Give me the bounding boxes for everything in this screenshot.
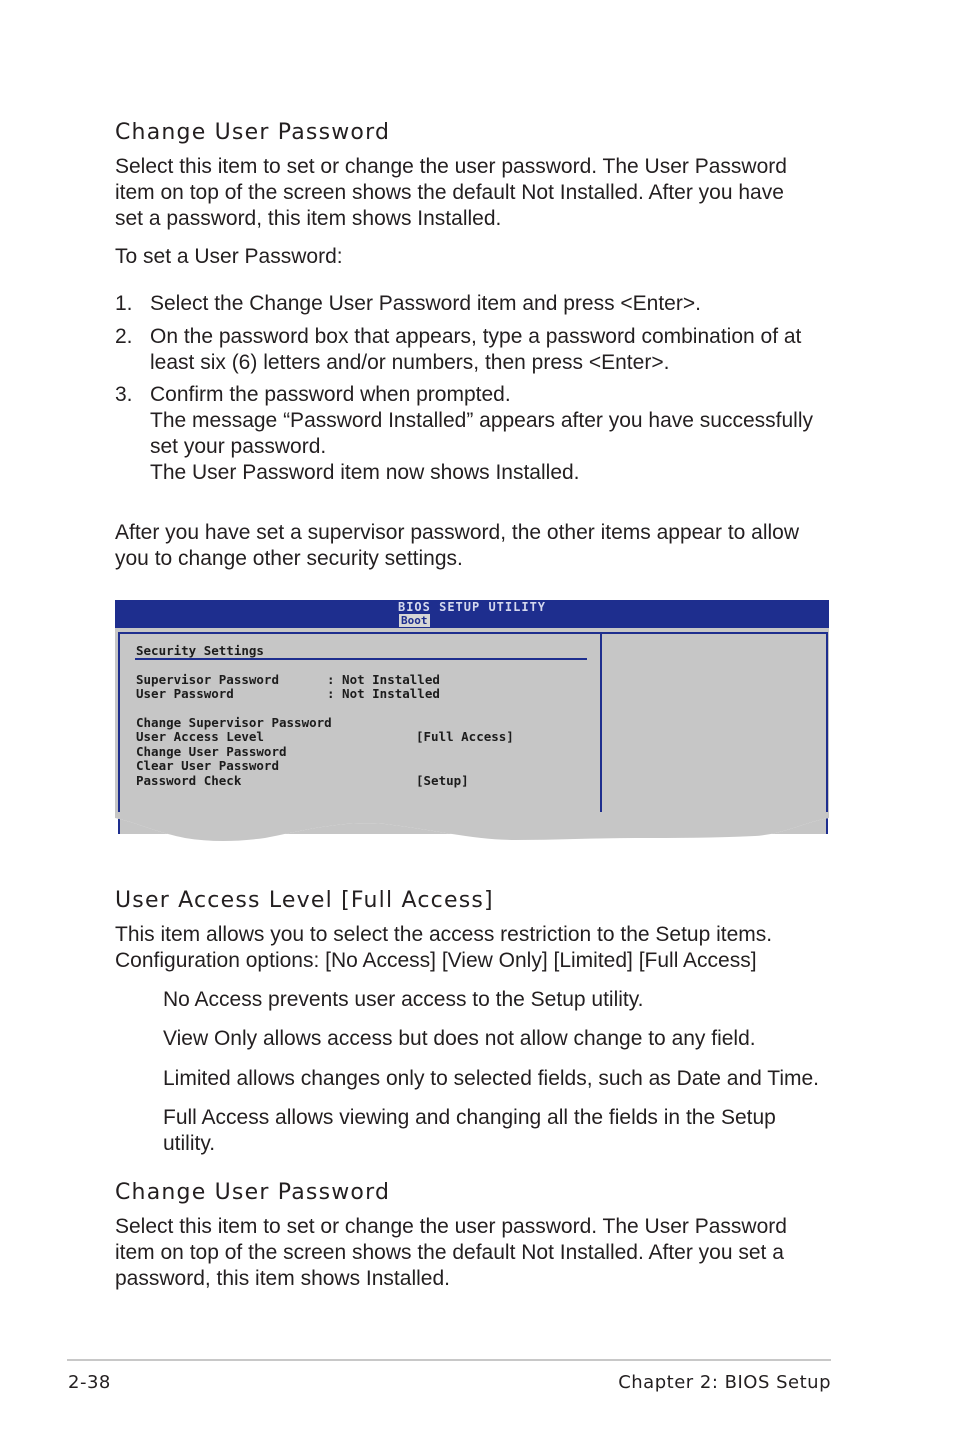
section3-description: Select this item to set or change the user password. The User Password item on top of the screen shows the default Not Installed. After you set a password, this item shows Installed. xyxy=(115,1215,787,1290)
step-text: Select the Change User Password item and press <Enter>. xyxy=(150,292,701,315)
bios-row-value: : Not Installed xyxy=(327,672,440,687)
bios-option-clear-user-password[interactable]: Clear User Password xyxy=(136,758,279,773)
option-description: Full Access allows viewing and changing all the fields in the Setup utility. xyxy=(163,1106,776,1155)
page-number: 2-38 xyxy=(68,1372,111,1393)
bios-screenshot xyxy=(115,600,829,844)
chapter-title: Chapter 2: BIOS Setup xyxy=(618,1372,831,1393)
bios-option-change-user-password[interactable]: Change User Password xyxy=(136,744,287,759)
section1-description: Select this item to set or change the user password. The User Password item on top of the screen shows the default Not Installed. After you have set a password, this item shows Installed. xyxy=(115,155,787,230)
bios-tab-boot[interactable]: Boot xyxy=(401,614,428,627)
step-text: On the password box that appears, type a password combination of at least six (6) letters and/or numbers, then press <Enter>. xyxy=(150,325,802,374)
step-number: 1. xyxy=(115,292,133,315)
section-heading-user-access-level: User Access Level [Full Access] xyxy=(115,888,494,913)
section2-description: This item allows you to select the access restriction to the Setup items. Configuration options: [No Access] [View Only] [Limited] [Full Access] xyxy=(115,923,773,972)
step-number: 3. xyxy=(115,383,133,406)
option-description: Limited allows changes only to selected fields, such as Date and Time. xyxy=(163,1067,820,1090)
bios-option-user-access-level[interactable]: User Access Level xyxy=(136,729,264,744)
bios-row-value: : Not Installed xyxy=(327,686,440,701)
bios-option-change-supervisor-password[interactable]: Change Supervisor Password xyxy=(136,715,332,730)
option-description: No Access prevents user access to the Setup utility. xyxy=(163,988,644,1011)
bios-title: BIOS SETUP UTILITY xyxy=(397,600,547,614)
bios-option-value: [Full Access] xyxy=(416,729,514,744)
bios-panel-title: Security Settings xyxy=(136,643,264,658)
supervisor-note: After you have set a supervisor password, the other items appear to allow you to change other security settings. xyxy=(115,521,800,570)
bios-row-label: Supervisor Password xyxy=(136,672,279,687)
torn-edge xyxy=(115,812,829,844)
option-description: View Only allows access but does not allow change to any field. xyxy=(163,1027,756,1050)
bios-divider xyxy=(135,658,587,660)
step-text: Confirm the password when prompted. The message “Password Installed” appears after you have successfully set your password. The User Password item now shows Installed. xyxy=(150,383,813,484)
bios-option-value: [Setup] xyxy=(416,773,469,788)
steps-intro: To set a User Password: xyxy=(115,245,343,268)
section-heading-change-user-password-2: Change User Password xyxy=(115,1180,391,1205)
bios-row-label: User Password xyxy=(136,686,234,701)
bios-option-password-check[interactable]: Password Check xyxy=(136,773,242,788)
step-number: 2. xyxy=(115,325,133,348)
footer-rule xyxy=(67,1359,831,1361)
bios-help-panel xyxy=(600,632,828,834)
section-heading-change-user-password: Change User Password xyxy=(115,120,391,145)
